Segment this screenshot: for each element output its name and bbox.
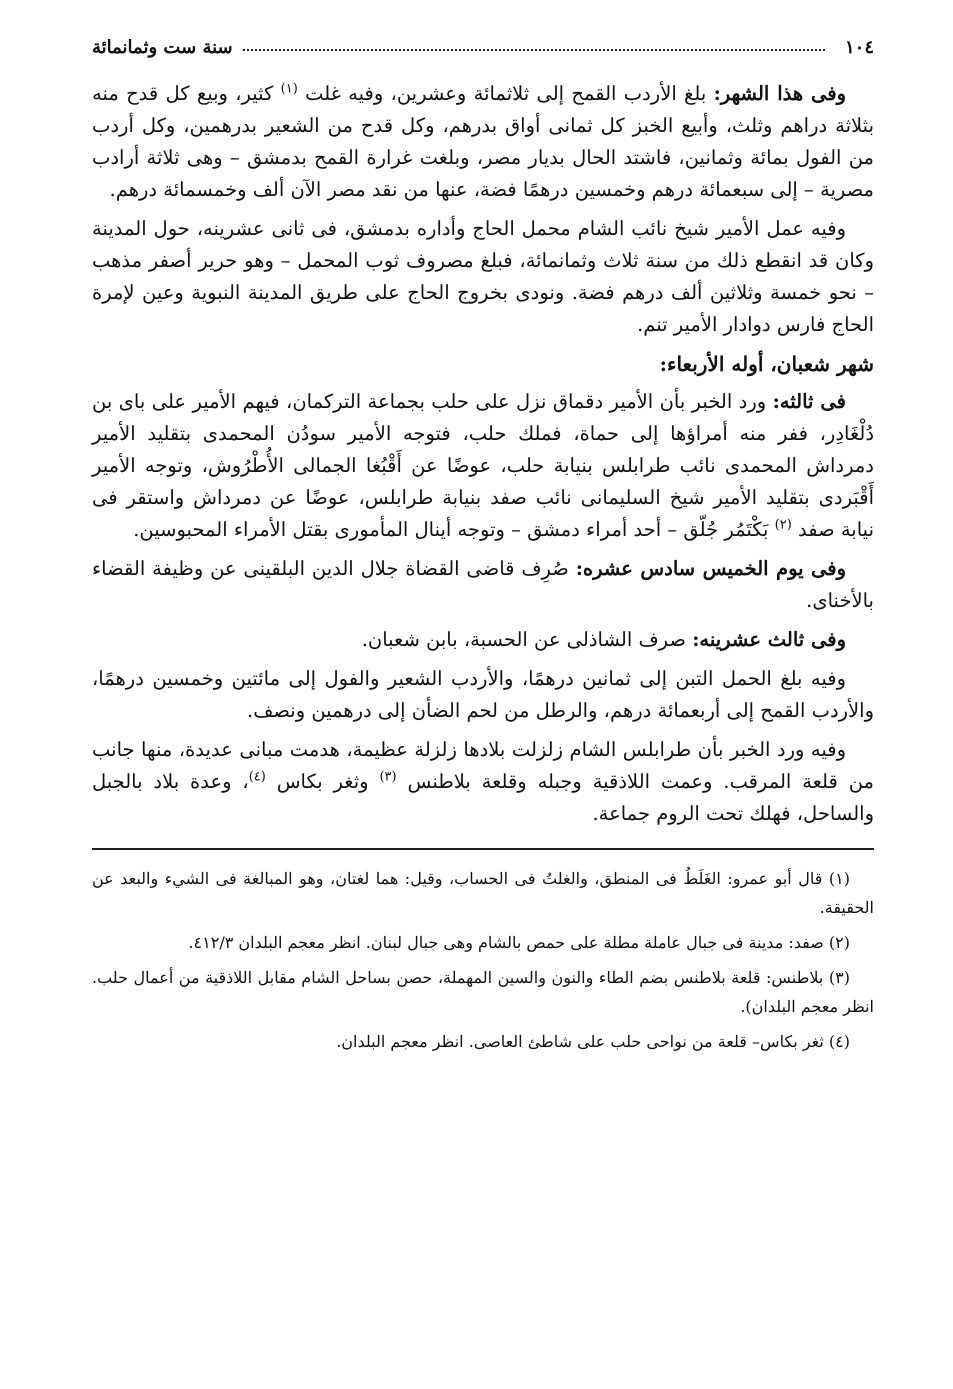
paragraph-6: وفيه بلغ الحمل التبن إلى ثمانين درهمًا، والأردب الشعير والفول إلى مائتين وخمسين درهمًا، والأردب القمح إلى أربعمائة درهم، والرطل من لحم الضأن إلى درهمين ونصف.	[92, 667, 874, 722]
paragraph-text: صرف الشاذلى عن الحسبة، بابن شعبان.	[361, 628, 686, 651]
running-title: سنة ست وثمانمائة	[92, 36, 233, 58]
page-number: ١٠٤	[844, 36, 874, 58]
footnote-1: (١) قال أبو عمرو: الغَلَطُ فى المنطق، والغلتُ فى الحساب، وقيل: هما لغتان، وهو المبالغة فى الشيء والبعد عن الحقيقة.	[92, 869, 874, 917]
footnote-ref-3[interactable]: (٣)	[379, 769, 397, 785]
paragraph-4	[92, 553, 874, 617]
paragraph-text: وفيه ورد الخبر بأن طرابلس الشام زلزلت بلادها زلزلة عظيمة، هدمت مبانى عديدة، منها جانب من قلعة المرقب. وعمت اللاذقية وجبله وقلعة بلاطنس	[92, 738, 874, 793]
paragraph-text: صُرِف قاضى القضاة جلال الدين البلقينى عن وظيفة القضاء بالأخناى.	[92, 557, 874, 612]
footnotes	[92, 864, 874, 1056]
paragraph-2: وفيه عمل الأمير شيخ نائب الشام محمل الحاج وأداره بدمشق، فى ثانى عشرينه، حول المدينة وكان قد انقطع ذلك من سنة ثلاث وثمانمائة، فبلغ مصروف ثوب المحمل – وهو حرير أصفر مذهب – نحو خمسة وثلاثين ألف درهم فضة. ونودى بخروج الحاج على طريق المدينة النبوية وعين لإمرة الحاج فارس دوادار الأمير تنم.	[92, 217, 874, 336]
footnote-3: (٣) بلاطنس: قلعة بلاطنس بضم الطاء والنون والسين المهملة، حصن بساحل الشام مقابل اللاذقية من أعمال حلب. انظر معجم البلدان).	[92, 968, 874, 1016]
footnote-ref-2[interactable]: (٢)	[774, 517, 792, 533]
paragraph-text: ، وعدة بلاد بالجبل والساحل، فهلك تحت الروم جماعة.	[92, 770, 874, 825]
footnote-4: (٤) ثغر بكاس– قلعة من نواحى حلب على شاطئ العاصى. انظر معجم البلدان.	[336, 1032, 850, 1051]
footnote-divider	[92, 848, 874, 850]
paragraph-lead: وفى ثالث عشرينه:	[692, 628, 846, 651]
header-dotted-leader	[243, 49, 825, 51]
paragraph-text: كثير، وبيع كل قدح منه بثلاثة دراهم وثلث، وأبيع الخبز كل ثمانى أواق بدرهم، وكل قدح من الشعير بدرهمين، وكل أردب من الفول بمائة وثمانين، فاشتد الحال بديار مصر، وبلغت غرارة القمح بدمشق – وهى ثلاثة أرادب مصرية – إلى سبعمائة درهم وخمسين درهمًا فضة، عنها من نقد مصر الآن ألف وخمسمائة درهم.	[92, 82, 874, 201]
footnote-2: (٢) صفد: مدينة فى جبال عاملة مطلة على حمص بالشام وهى جبال لبنان. انظر معجم البلدان ٤١٢/٣.	[188, 933, 850, 952]
section-heading-shaban: شهر شعبان، أوله الأربعاء:	[659, 352, 874, 376]
paragraph-5	[92, 624, 874, 656]
footnote-ref-4[interactable]: (٤)	[248, 769, 266, 785]
main-text	[92, 78, 874, 830]
paragraph-text: وثغر بكاس	[276, 770, 369, 793]
paragraph-1	[92, 78, 874, 206]
paragraph-text: بلغ الأردب القمح إلى ثلاثمائة وعشرين، وفيه غلت	[305, 82, 707, 105]
paragraph-7	[92, 734, 874, 830]
page-header	[92, 30, 874, 64]
paragraph-lead: فى ثالثه:	[772, 390, 847, 413]
paragraph-text: ورد الخبر بأن الأمير دقماق نزل على حلب بجماعة التركمان، فيهم الأمير على باى بن دُلْغَادِر، ففر منه أمراؤها إلى حماة، فملك حلب، فتوجه الأمير سودُن المحمدى بتقليد الأمير دمرداش المحمدى نائب طرابلس بنيابة حلب، عوضًا عن أَقْبُغا الجمالى الأُطْرُوش، وتوجه الأمير أَقْبَردى بتقليد الأمير شيخ السليمانى نائب صفد بنيابة طرابلس، عوضًا عن دمرداش واستقر فى نيابة صفد	[92, 390, 874, 541]
book-page	[92, 30, 874, 1062]
paragraph-lead: وفى هذا الشهر:	[713, 82, 846, 105]
paragraph-lead: وفى يوم الخميس سادس عشره:	[575, 557, 846, 580]
paragraph-3	[92, 386, 874, 546]
footnote-ref-1[interactable]: (١)	[280, 81, 298, 97]
paragraph-text: بَكْتَمُر جُلّق – أحد أمراء دمشق – وتوجه أينال المأمورى بقتل الأمراء المحبوسين.	[133, 518, 769, 541]
